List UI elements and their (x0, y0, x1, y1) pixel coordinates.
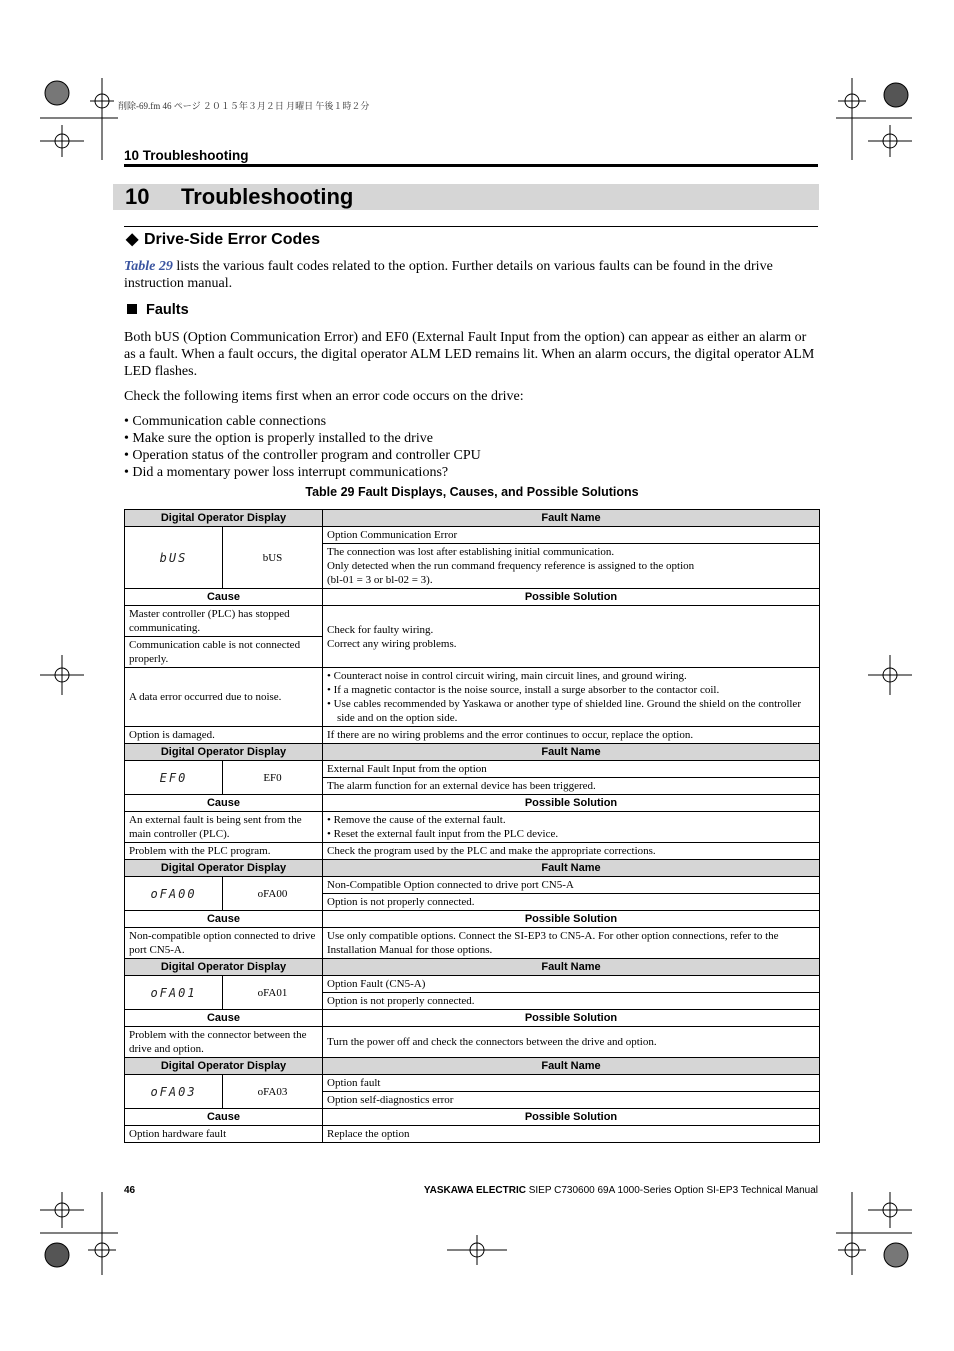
header-solution: Possible Solution (323, 911, 820, 928)
detail-line: Only detected when the run command frequency reference is assigned to the option (327, 560, 695, 572)
cause-cell: Communication cable is not connected properly. (125, 637, 323, 668)
solution-cell: Use only compatible options. Connect the SI-EP3 to CN5-A. For other option connections, refer to the Installation Manual for those options. (323, 928, 820, 959)
lcd-display: oFA01 (125, 976, 223, 1010)
table-row (125, 976, 820, 993)
solution-cell: If there are no wiring problems and the error continues to occur, replace the option. (323, 727, 820, 744)
cause-cell: An external fault is being sent from the main controller (PLC). (125, 812, 323, 843)
checklist (124, 413, 481, 481)
fault-detail (323, 544, 820, 589)
header-display: Digital Operator Display (125, 744, 323, 761)
header-rule (124, 164, 818, 167)
header-fault: Fault Name (323, 860, 820, 877)
fault-code: bUS (223, 527, 323, 589)
fault-name: Option fault (323, 1075, 820, 1092)
solution-cell: Check the program used by the PLC and make the appropriate corrections. (323, 843, 820, 860)
section-heading (126, 229, 320, 249)
solution-line: Correct any wiring problems. (327, 637, 457, 650)
table-row (125, 1109, 820, 1126)
table-row (125, 959, 820, 976)
cause-cell: Option hardware fault (125, 1126, 323, 1143)
detail-line: (bl-01 = 3 or bl-02 = 3). (327, 574, 433, 586)
header-display: Digital Operator Display (125, 510, 323, 527)
header-solution: Possible Solution (323, 589, 820, 606)
table-row (125, 795, 820, 812)
table-row (125, 1075, 820, 1092)
table-row (125, 727, 820, 744)
header-cause: Cause (125, 1010, 323, 1027)
cause-cell: Problem with the PLC program. (125, 843, 323, 860)
table-row (125, 761, 820, 778)
header-cause: Cause (125, 795, 323, 812)
table-row (125, 668, 820, 727)
solution-bullet: • Remove the cause of the external fault. (327, 813, 815, 827)
solution-cell (323, 812, 820, 843)
cause-cell: Non-compatible option connected to drive port CN5-A. (125, 928, 323, 959)
chapter-number: 10 (125, 184, 150, 209)
solution-line: Check for faulty wiring. (327, 623, 434, 636)
cause-cell: Problem with the connector between the drive and option. (125, 1027, 323, 1058)
diamond-icon: ◆ (126, 231, 139, 248)
header-display: Digital Operator Display (125, 959, 323, 976)
table-row (125, 860, 820, 877)
lcd-display: EF0 (125, 761, 223, 795)
table-caption: Table 29 Fault Displays, Causes, and Possible Solutions (305, 485, 639, 499)
table-link[interactable]: Table 29 (124, 259, 173, 274)
solution-bullet: • Reset the external fault input from the PLC device. (327, 827, 815, 841)
solution-cell (323, 606, 820, 668)
table-row (125, 1010, 820, 1027)
footer-brand: YASKAWA ELECTRIC (423, 1185, 526, 1196)
solution-cell: Replace the option (323, 1126, 820, 1143)
header-cause: Cause (125, 911, 323, 928)
table-row (125, 928, 820, 959)
fault-name: Option Fault (CN5-A) (323, 976, 820, 993)
fault-detail: Option is not properly connected. (323, 993, 820, 1010)
header-display: Digital Operator Display (125, 1058, 323, 1075)
header-fault: Fault Name (323, 744, 820, 761)
header-cause: Cause (125, 589, 323, 606)
solution-cell (323, 668, 820, 727)
header-solution: Possible Solution (323, 795, 820, 812)
header-fault: Fault Name (323, 959, 820, 976)
header-fault: Fault Name (323, 510, 820, 527)
crop-line-text: 削除-69.fm 46 ページ ２０１５年３月２日 月曜日 午後１時２分 (118, 101, 370, 111)
lcd-display: bUS (125, 527, 223, 589)
solution-bullet: • If a magnetic contactor is the noise source, install a surge absorber to the contactor coil. (327, 683, 815, 697)
fault-code: oFA00 (223, 877, 323, 911)
table-row (125, 606, 820, 637)
footer-doc-title: SIEP C730600 69A 1000-Series Option SI-EP3 Technical Manual (525, 1185, 818, 1196)
list-item: • Did a momentary power loss interrupt communications? (124, 464, 481, 481)
table-row (125, 744, 820, 761)
fault-code: oFA03 (223, 1075, 323, 1109)
fault-table (124, 509, 820, 1143)
table-row (125, 589, 820, 606)
footer-doc (424, 1185, 818, 1196)
fault-code: EF0 (223, 761, 323, 795)
header-display: Digital Operator Display (125, 860, 323, 877)
header-cause: Cause (125, 1109, 323, 1126)
fault-code: oFA01 (223, 976, 323, 1010)
cause-cell: A data error occurred due to noise. (125, 668, 323, 727)
subsection-heading (127, 302, 189, 318)
chapter-title: Troubleshooting (181, 184, 354, 209)
fault-name: Non-Compatible Option connected to drive port CN5-A (323, 877, 820, 894)
table-row (125, 877, 820, 894)
table-row (125, 1126, 820, 1143)
solution-bullet: • Use cables recommended by Yaskawa or another type of shielded line. Ground the shield on the controller side and on the option side. (327, 697, 815, 725)
list-item: • Operation status of the controller program and controller CPU (124, 447, 481, 464)
header-solution: Possible Solution (323, 1010, 820, 1027)
cause-cell: Option is damaged. (125, 727, 323, 744)
fault-detail: Option is not properly connected. (323, 894, 820, 911)
fault-detail: The alarm function for an external device has been triggered. (323, 778, 820, 795)
solution-cell: Turn the power off and check the connectors between the drive and option. (323, 1027, 820, 1058)
lcd-display: oFA03 (125, 1075, 223, 1109)
intro-text: lists the various fault codes related to the option. Further details on various faults can be found in the drive instruction manual. (124, 259, 773, 291)
table-row (125, 843, 820, 860)
list-item: • Communication cable connections (124, 413, 481, 430)
running-header: 10 Troubleshooting (124, 148, 249, 163)
check-paragraph: Check the following items first when an error code occurs on the drive: (124, 389, 524, 404)
table-row (125, 510, 820, 527)
list-item: • Make sure the option is properly installed to the drive (124, 430, 481, 447)
section-title: Drive-Side Error Codes (144, 231, 321, 248)
square-bullet-icon (127, 304, 137, 314)
table-row (125, 911, 820, 928)
detail-line: The connection was lost after establishing initial communication. (327, 546, 615, 558)
header-fault: Fault Name (323, 1058, 820, 1075)
faults-paragraph: Both bUS (Option Communication Error) and EF0 (External Fault Input from the option) can appear as either an alarm or as a fault. When a fault occurs, the digital operator ALM LED remains lit. When an alarm occurs, the digital operator ALM LED flashes. (124, 330, 815, 379)
chapter-banner (113, 184, 819, 210)
table-row (125, 1058, 820, 1075)
table-row (125, 527, 820, 544)
table-row (125, 812, 820, 843)
lcd-display: oFA00 (125, 877, 223, 911)
page-number: 46 (124, 1185, 136, 1196)
section-rule (124, 226, 818, 227)
header-solution: Possible Solution (323, 1109, 820, 1126)
fault-name: External Fault Input from the option (323, 761, 820, 778)
table-row (125, 1027, 820, 1058)
cause-cell: Master controller (PLC) has stopped communicating. (125, 606, 323, 637)
fault-name: Option Communication Error (323, 527, 820, 544)
fault-detail: Option self-diagnostics error (323, 1092, 820, 1109)
subsection-title: Faults (146, 302, 189, 318)
intro-paragraph (124, 258, 820, 292)
solution-bullet: • Counteract noise in control circuit wiring, main circuit lines, and ground wiring. (327, 669, 815, 683)
